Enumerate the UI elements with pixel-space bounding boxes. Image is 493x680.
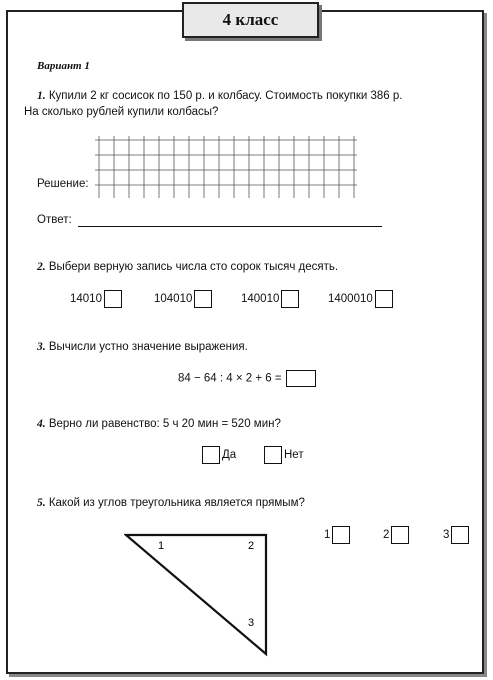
option-label: 14010 <box>70 293 102 305</box>
task2-option-4 <box>328 290 393 308</box>
task1-text-line2: На сколько рублей купили колбасы? <box>24 106 219 118</box>
answer-checkbox[interactable] <box>332 526 350 544</box>
no-label: Нет <box>284 449 304 461</box>
answer-checkbox[interactable] <box>375 290 393 308</box>
angle-label-3: 3 <box>248 617 255 629</box>
solution-label: Решение: <box>37 178 89 190</box>
task4-question <box>37 418 281 430</box>
task5-option-2 <box>383 526 409 544</box>
yes-checkbox[interactable] <box>202 446 220 464</box>
task5-option-1 <box>324 526 350 544</box>
task2-option-3 <box>241 290 299 308</box>
yes-option <box>202 446 236 464</box>
expression: 84 − 64 : 4 × 2 + 6 = <box>178 372 282 385</box>
task1-number: 1. <box>37 90 46 102</box>
grade-title: 4 класс <box>222 10 279 29</box>
answer-checkbox[interactable] <box>451 526 469 544</box>
task3-question <box>37 341 248 353</box>
option-label: 1 <box>324 529 331 541</box>
answer-checkbox[interactable] <box>194 290 212 308</box>
grade-header <box>182 2 319 38</box>
no-checkbox[interactable] <box>264 446 282 464</box>
answer-checkbox[interactable] <box>104 290 122 308</box>
task5-number: 5. <box>37 497 46 509</box>
task1-question <box>37 90 402 102</box>
angle-label-2: 2 <box>248 540 255 552</box>
task2-text: Выбери верную запись числа сто сорок тысяч десять. <box>48 261 339 273</box>
task3-number: 3. <box>37 341 46 353</box>
task2-option-1 <box>70 290 122 308</box>
right-triangle-figure <box>124 533 274 658</box>
option-label: 3 <box>443 529 450 541</box>
answer-checkbox[interactable] <box>281 290 299 308</box>
yes-label: Да <box>222 449 237 461</box>
option-label: 140010 <box>241 293 280 305</box>
task4-text: Верно ли равенство: 5 ч 20 мин = 520 мин? <box>48 418 281 430</box>
option-label: 1400010 <box>328 293 373 305</box>
task4-number: 4. <box>37 418 46 430</box>
answer-line[interactable] <box>78 226 382 227</box>
task3-text: Вычисли устно значение выражения. <box>48 341 248 353</box>
triangle <box>126 535 266 654</box>
task2-question <box>37 261 338 273</box>
no-option <box>264 446 304 464</box>
answer-checkbox[interactable] <box>391 526 409 544</box>
task2-option-2 <box>154 290 212 308</box>
solution-grid[interactable] <box>95 136 357 198</box>
option-label: 2 <box>383 529 390 541</box>
expression-row <box>178 370 316 387</box>
task2-number: 2. <box>37 261 46 273</box>
angle-label-1: 1 <box>158 540 165 552</box>
task5-option-3 <box>443 526 469 544</box>
task1-text-line1: Купили 2 кг сосисок по 150 р. и колбасу. Стоимость покупки 386 р. <box>48 90 403 102</box>
option-label: 104010 <box>154 293 193 305</box>
task5-text: Какой из углов треугольника является прямым? <box>48 497 305 509</box>
expression-answer-box[interactable] <box>286 370 316 387</box>
answer-label: Ответ: <box>37 214 72 226</box>
task5-question <box>37 497 305 509</box>
variant-title: Вариант 1 <box>37 60 90 72</box>
